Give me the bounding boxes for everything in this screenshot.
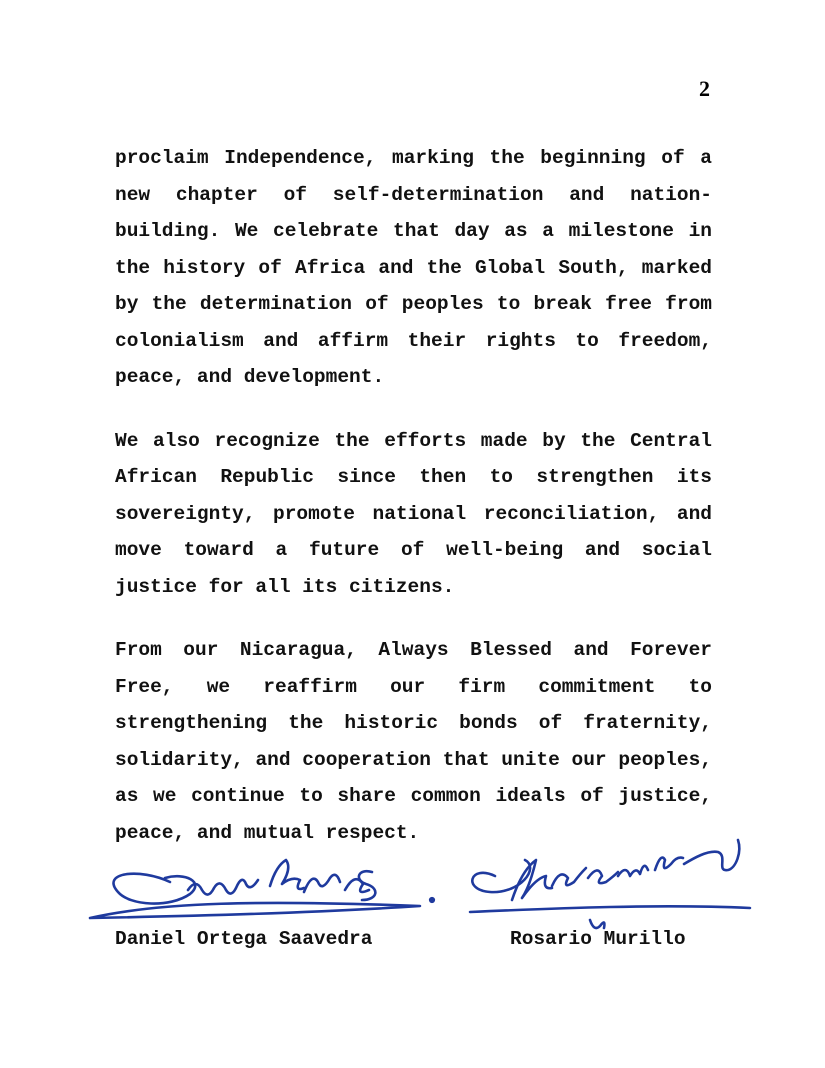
signer-name-left: Daniel Ortega Saavedra	[115, 928, 373, 950]
letter-body	[115, 140, 712, 878]
signature-rosario-murillo	[470, 840, 750, 928]
signer-name-right: Rosario Murillo	[510, 928, 686, 950]
page-number: 2	[699, 76, 710, 101]
signature-block	[0, 820, 825, 960]
paragraph-1: proclaim Independence, marking the beginning of a new chapter of self-determination and nation-building. We celebrate that day as a milestone in the history of Africa and the Global South, marked by the determination of peoples to break free from colonialism and affirm their rights to freedom, peace, and development.	[115, 147, 712, 388]
paragraph-2: We also recognize the efforts made by the Central African Republic since then to strengthen its sovereignty, promote national reconciliation, and move toward a future of well-being and social justice for all its citizens.	[115, 429, 712, 598]
signature-daniel-ortega	[90, 860, 434, 918]
paragraph-3: From our Nicaragua, Always Blessed and Forever Free, we reaffirm our firm commitment to strengthening the historic bonds of fraternity, solidarity, and cooperation that unite our peoples, as we continue to share common ideals of justice, peace, and mutual respect.	[115, 639, 712, 844]
